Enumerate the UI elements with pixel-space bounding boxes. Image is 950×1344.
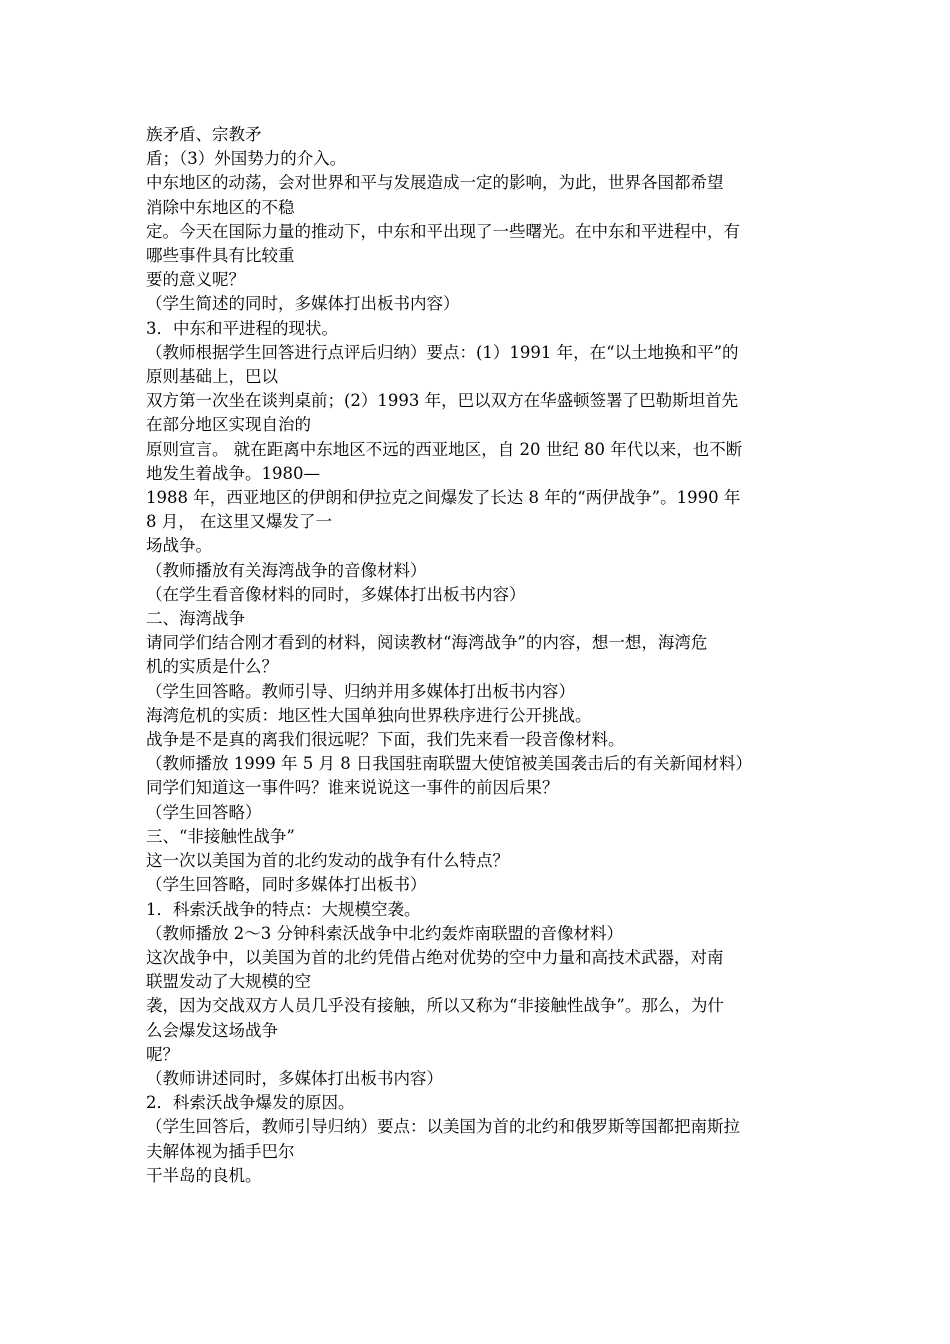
text-line: （教师播放 2～3 分钟科索沃战争中北约轰炸南联盟的音像材料）	[146, 923, 623, 943]
text-line: （教师根据学生回答进行点评后归纳）要点：(1）1991 年，在“以土地换和平”的	[146, 342, 739, 362]
text-line: 3．中东和平进程的现状。	[146, 318, 338, 338]
text-line: 干半岛的良机。	[146, 1165, 262, 1185]
text-line: 在部分地区实现自治的	[146, 415, 311, 435]
text-line: 海湾危机的实质：地区性大国单独向世界秩序进行公开挑战。	[146, 705, 592, 725]
text-line: 1988 年，西亚地区的伊朗和伊拉克之间爆发了长达 8 年的“两伊战争”。1990 年	[146, 488, 741, 508]
text-line: 夫解体视为插手巴尔	[146, 1141, 295, 1161]
text-line: 呢？	[146, 1044, 179, 1064]
text-line: 原则基础上，巴以	[146, 367, 278, 387]
text-line: 场战争。	[146, 536, 212, 556]
text-line: 1．科索沃战争的特点：大规模空袭。	[146, 899, 421, 919]
text-line: 这次战争中，以美国为首的北约凭借占绝对优势的空中力量和高技术武器，对南	[146, 947, 724, 967]
text-line: 联盟发动了大规模的空	[146, 972, 311, 992]
text-line: 盾；（3）外国势力的介入。	[146, 149, 347, 169]
text-line: 同学们知道这一事件吗？谁来说说这一事件的前因后果？	[146, 778, 559, 798]
text-line: 袭，因为交战双方人员几乎没有接触，所以又称为“非接触性战争”。那么，为什	[146, 996, 724, 1016]
section-heading: 三、“非接触性战争”	[146, 826, 295, 846]
text-line: 机的实质是什么？	[146, 657, 278, 677]
text-line: （学生回答略，同时多媒体打出板书）	[146, 875, 427, 895]
text-line: （学生简述的同时，多媒体打出板书内容）	[146, 294, 460, 314]
section-heading: 二、海湾战争	[146, 609, 245, 629]
text-line: 要的意义呢？	[146, 270, 245, 290]
text-line: 请同学们结合刚才看到的材料，阅读教材“海湾战争”的内容，想一想，海湾危	[146, 633, 708, 653]
text-line: （学生回答略。教师引导、归纳并用多媒体打出板书内容）	[146, 681, 575, 701]
text-line: （教师播放 1999 年 5 月 8 日我国驻南联盟大使馆被美国袭击后的有关新闻材料）	[146, 754, 752, 774]
text-line: 8 月， 在这里又爆发了一	[146, 512, 332, 532]
text-line: 么会爆发这场战争	[146, 1020, 278, 1040]
text-line: 族矛盾、宗教矛	[146, 125, 262, 144]
text-line: 哪些事件具有比较重	[146, 246, 295, 266]
document-body	[146, 123, 810, 1188]
text-line: 消除中东地区的不稳	[146, 197, 295, 217]
text-line: 2．科索沃战争爆发的原因。	[146, 1093, 355, 1113]
text-line: 中东地区的动荡，会对世界和平与发展造成一定的影响，为此，世界各国都希望	[146, 173, 724, 193]
text-line: 双方第一次坐在谈判桌前；(2）1993 年，巴以双方在华盛顿签署了巴勒斯坦首先	[146, 391, 739, 411]
text-line: （学生回答后，教师引导归纳）要点：以美国为首的北约和俄罗斯等国都把南斯拉	[146, 1117, 740, 1137]
text-line: 原则宣言。 就在距离中东地区不远的西亚地区，自 20 世纪 80 年代以来，也不断	[146, 439, 743, 459]
text-line: （教师播放有关海湾战争的音像材料）	[146, 560, 427, 580]
text-line: （教师讲述同时，多媒体打出板书内容）	[146, 1068, 443, 1088]
text-line: 地发生着战争。1980—	[146, 463, 320, 483]
text-line: 战争是不是真的离我们很远呢？下面，我们先来看一段音像材料。	[146, 730, 625, 750]
text-line: 定。今天在国际力量的推动下，中东和平出现了一些曙光。在中东和平进程中，有	[146, 221, 740, 241]
text-line: （学生回答略）	[146, 802, 262, 822]
text-line: 这一次以美国为首的北约发动的战争有什么特点？	[146, 851, 509, 871]
text-line: （在学生看音像材料的同时，多媒体打出板书内容）	[146, 584, 526, 604]
